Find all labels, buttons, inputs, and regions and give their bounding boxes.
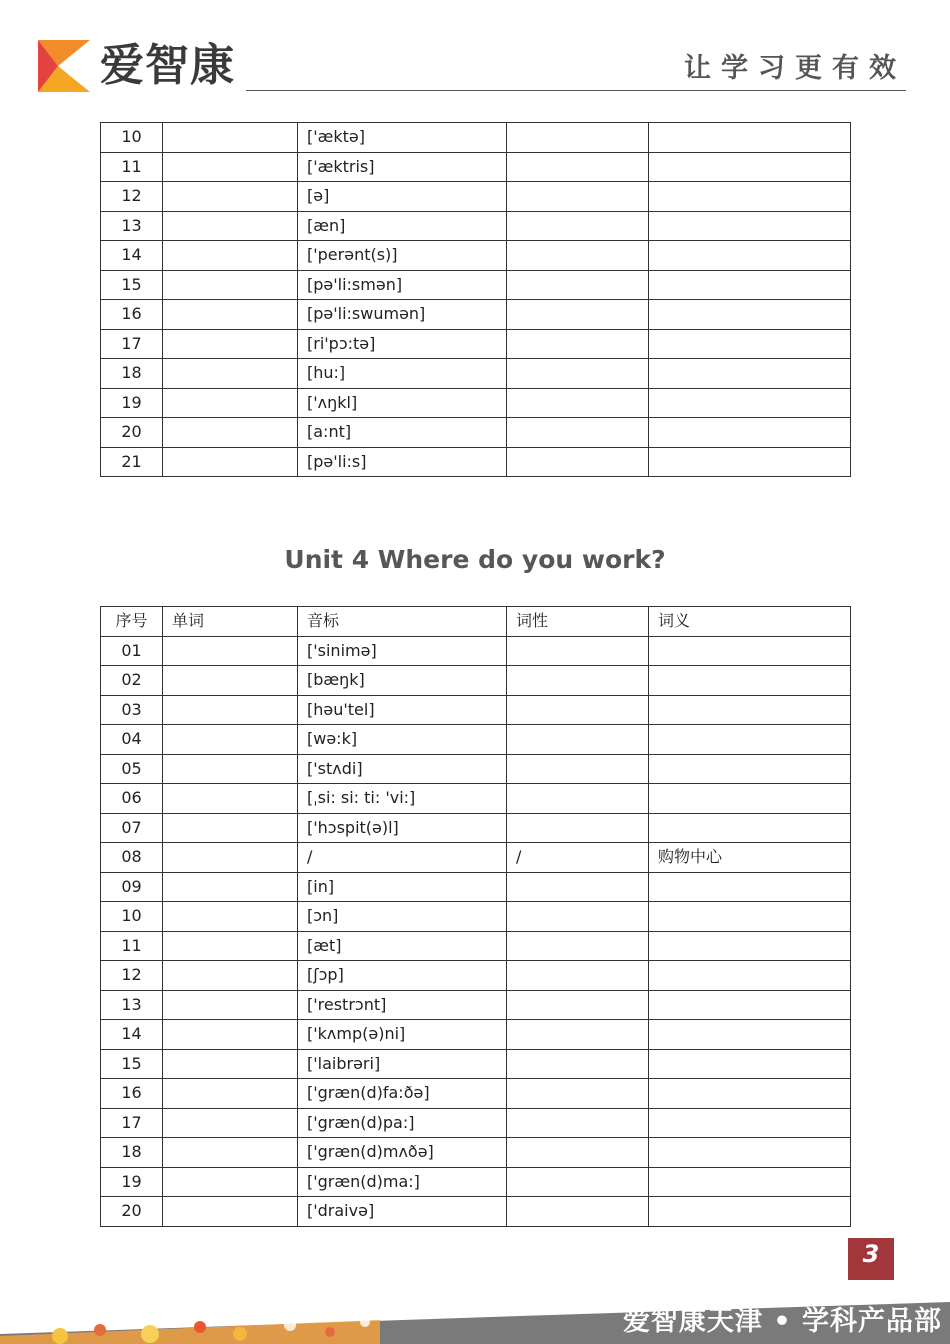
cell-word	[163, 1020, 298, 1050]
cell-meaning	[649, 388, 851, 418]
cell-word	[163, 843, 298, 873]
cell-meaning	[649, 695, 851, 725]
cell-num: 20	[101, 418, 163, 448]
table-row	[101, 1020, 851, 1050]
cell-phonetic: ['æktris]	[298, 152, 507, 182]
cell-num: 02	[101, 666, 163, 696]
cell-word	[163, 1167, 298, 1197]
cell-word	[163, 902, 298, 932]
cell-word	[163, 300, 298, 330]
cell-word	[163, 388, 298, 418]
table-row	[101, 1138, 851, 1168]
cell-pos	[507, 241, 649, 271]
cell-pos	[507, 931, 649, 961]
cell-pos	[507, 182, 649, 212]
cell-meaning	[649, 1197, 851, 1227]
cell-word	[163, 872, 298, 902]
cell-meaning	[649, 931, 851, 961]
table-row	[101, 388, 851, 418]
cell-pos	[507, 329, 649, 359]
cell-num: 08	[101, 843, 163, 873]
table-row	[101, 123, 851, 153]
cell-num: 13	[101, 211, 163, 241]
cell-phonetic: /	[298, 843, 507, 873]
cell-phonetic: ['stʌdi]	[298, 754, 507, 784]
cell-phonetic: [in]	[298, 872, 507, 902]
cell-num: 14	[101, 1020, 163, 1050]
footer-department: 爱智康天津 • 学科产品部	[622, 1306, 942, 1337]
cell-phonetic: [wə:k]	[298, 725, 507, 755]
cell-pos	[507, 1079, 649, 1109]
table-row	[101, 961, 851, 991]
cell-num: 16	[101, 1079, 163, 1109]
cell-pos	[507, 1108, 649, 1138]
cell-pos	[507, 1020, 649, 1050]
cell-meaning	[649, 447, 851, 477]
cell-word	[163, 418, 298, 448]
header-meaning: 词义	[649, 607, 851, 637]
cell-meaning	[649, 152, 851, 182]
cell-meaning	[649, 241, 851, 271]
table-row	[101, 902, 851, 932]
cell-num: 18	[101, 359, 163, 389]
cell-word	[163, 725, 298, 755]
cell-num: 09	[101, 872, 163, 902]
cell-num: 17	[101, 1108, 163, 1138]
cell-meaning	[649, 1079, 851, 1109]
cell-phonetic: [ɔn]	[298, 902, 507, 932]
cell-pos	[507, 447, 649, 477]
table-row	[101, 241, 851, 271]
cell-meaning	[649, 329, 851, 359]
cell-phonetic: ['græn(d)mʌðə]	[298, 1138, 507, 1168]
cell-phonetic: ['perənt(s)]	[298, 241, 507, 271]
cell-pos	[507, 418, 649, 448]
cell-pos	[507, 123, 649, 153]
cell-meaning	[649, 725, 851, 755]
cell-phonetic: ['græn(d)fa:ðə]	[298, 1079, 507, 1109]
table-row	[101, 1108, 851, 1138]
cell-word	[163, 1108, 298, 1138]
cell-word	[163, 961, 298, 991]
cell-pos	[507, 990, 649, 1020]
cell-word	[163, 931, 298, 961]
table-row	[101, 329, 851, 359]
table-row	[101, 1079, 851, 1109]
table-row	[101, 843, 851, 873]
cell-phonetic: ['græn(d)ma:]	[298, 1167, 507, 1197]
cell-phonetic: [hu:]	[298, 359, 507, 389]
header-num: 序号	[101, 607, 163, 637]
table-row	[101, 931, 851, 961]
cell-meaning: 购物中心	[649, 843, 851, 873]
cell-pos	[507, 300, 649, 330]
cell-meaning	[649, 123, 851, 153]
cell-phonetic: [pə'li:s]	[298, 447, 507, 477]
cell-pos	[507, 359, 649, 389]
cell-word	[163, 666, 298, 696]
cell-word	[163, 329, 298, 359]
cell-phonetic: ['hɔspit(ə)l]	[298, 813, 507, 843]
table-row	[101, 725, 851, 755]
cell-phonetic: ['græn(d)pa:]	[298, 1108, 507, 1138]
brand-name: 爱智康	[100, 40, 235, 91]
table-row	[101, 211, 851, 241]
table-row	[101, 152, 851, 182]
cell-pos	[507, 725, 649, 755]
table-row	[101, 447, 851, 477]
cell-num: 19	[101, 388, 163, 418]
cell-pos	[507, 1049, 649, 1079]
cell-phonetic: [a:nt]	[298, 418, 507, 448]
cell-phonetic: [æn]	[298, 211, 507, 241]
cell-phonetic: [həu'tel]	[298, 695, 507, 725]
cell-phonetic: ['kʌmp(ə)ni]	[298, 1020, 507, 1050]
cell-pos: /	[507, 843, 649, 873]
table-row	[101, 418, 851, 448]
cell-num: 12	[101, 182, 163, 212]
cell-num: 12	[101, 961, 163, 991]
cell-meaning	[649, 636, 851, 666]
cell-pos	[507, 695, 649, 725]
cell-pos	[507, 902, 649, 932]
table-row	[101, 1167, 851, 1197]
cell-word	[163, 990, 298, 1020]
table-row	[101, 754, 851, 784]
cell-meaning	[649, 211, 851, 241]
table-row	[101, 813, 851, 843]
table-header-row	[101, 607, 851, 637]
cell-meaning	[649, 182, 851, 212]
cell-meaning	[649, 1020, 851, 1050]
cell-num: 19	[101, 1167, 163, 1197]
cell-pos	[507, 666, 649, 696]
cell-num: 10	[101, 902, 163, 932]
cell-word	[163, 211, 298, 241]
cell-word	[163, 813, 298, 843]
cell-phonetic: [ʃɔp]	[298, 961, 507, 991]
cell-pos	[507, 152, 649, 182]
cell-word	[163, 123, 298, 153]
header-pos: 词性	[507, 607, 649, 637]
cell-num: 16	[101, 300, 163, 330]
cell-meaning	[649, 1138, 851, 1168]
header-divider	[246, 90, 906, 91]
cell-num: 01	[101, 636, 163, 666]
cell-phonetic: ['draivə]	[298, 1197, 507, 1227]
vocab-table-unit3	[100, 122, 851, 477]
cell-word	[163, 1049, 298, 1079]
cell-word	[163, 182, 298, 212]
cell-num: 20	[101, 1197, 163, 1227]
table-row	[101, 359, 851, 389]
cell-pos	[507, 813, 649, 843]
cell-num: 04	[101, 725, 163, 755]
cell-word	[163, 152, 298, 182]
cell-num: 06	[101, 784, 163, 814]
cell-pos	[507, 961, 649, 991]
cell-pos	[507, 270, 649, 300]
table-row	[101, 1049, 851, 1079]
cell-num: 14	[101, 241, 163, 271]
cell-word	[163, 636, 298, 666]
table-row	[101, 872, 851, 902]
header-word: 单词	[163, 607, 298, 637]
cell-pos	[507, 211, 649, 241]
cell-word	[163, 359, 298, 389]
cell-phonetic: [ˌsi: si: ti: 'vi:]	[298, 784, 507, 814]
cell-num: 18	[101, 1138, 163, 1168]
cell-meaning	[649, 813, 851, 843]
cell-num: 15	[101, 270, 163, 300]
cell-meaning	[649, 1167, 851, 1197]
cell-phonetic: [æt]	[298, 931, 507, 961]
cell-num: 21	[101, 447, 163, 477]
cell-phonetic: ['restrɔnt]	[298, 990, 507, 1020]
cell-phonetic: [pə'li:smən]	[298, 270, 507, 300]
cell-pos	[507, 872, 649, 902]
cell-phonetic: ['ʌŋkl]	[298, 388, 507, 418]
cell-num: 07	[101, 813, 163, 843]
header-phonetic: 音标	[298, 607, 507, 637]
cell-word	[163, 270, 298, 300]
table-row	[101, 300, 851, 330]
cell-meaning	[649, 1049, 851, 1079]
cell-meaning	[649, 961, 851, 991]
cell-num: 11	[101, 931, 163, 961]
cell-num: 10	[101, 123, 163, 153]
cell-meaning	[649, 872, 851, 902]
table-row	[101, 666, 851, 696]
cell-num: 05	[101, 754, 163, 784]
cell-meaning	[649, 359, 851, 389]
table-row	[101, 270, 851, 300]
table-row	[101, 182, 851, 212]
cell-pos	[507, 754, 649, 784]
cell-phonetic: [pə'li:swumən]	[298, 300, 507, 330]
cell-phonetic: [ə]	[298, 182, 507, 212]
table-row	[101, 636, 851, 666]
cell-pos	[507, 388, 649, 418]
cell-word	[163, 695, 298, 725]
cell-meaning	[649, 1108, 851, 1138]
cell-word	[163, 784, 298, 814]
cell-word	[163, 1079, 298, 1109]
cell-meaning	[649, 902, 851, 932]
cell-pos	[507, 1197, 649, 1227]
cell-word	[163, 754, 298, 784]
page-number: 3	[848, 1238, 894, 1280]
cell-word	[163, 447, 298, 477]
cell-meaning	[649, 784, 851, 814]
cell-pos	[507, 636, 649, 666]
cell-pos	[507, 784, 649, 814]
cell-num: 17	[101, 329, 163, 359]
cell-pos	[507, 1138, 649, 1168]
table-row	[101, 990, 851, 1020]
cell-meaning	[649, 754, 851, 784]
vocab-table-unit4	[100, 606, 851, 1227]
cell-meaning	[649, 418, 851, 448]
cell-pos	[507, 1167, 649, 1197]
cell-phonetic: ['laibrəri]	[298, 1049, 507, 1079]
cell-num: 03	[101, 695, 163, 725]
cell-meaning	[649, 270, 851, 300]
cell-phonetic: ['æktə]	[298, 123, 507, 153]
brand-logo-icon	[38, 40, 90, 92]
slogan: 让学习更有效	[684, 53, 906, 84]
cell-num: 13	[101, 990, 163, 1020]
cell-phonetic: ['sinimə]	[298, 636, 507, 666]
unit-title: Unit 4 Where do you work?	[284, 545, 666, 574]
cell-meaning	[649, 300, 851, 330]
table-row	[101, 1197, 851, 1227]
cell-num: 15	[101, 1049, 163, 1079]
cell-word	[163, 1197, 298, 1227]
table-row	[101, 695, 851, 725]
cell-num: 11	[101, 152, 163, 182]
table-row	[101, 784, 851, 814]
cell-phonetic: [bæŋk]	[298, 666, 507, 696]
cell-word	[163, 1138, 298, 1168]
cell-meaning	[649, 666, 851, 696]
cell-phonetic: [ri'pɔ:tə]	[298, 329, 507, 359]
cell-meaning	[649, 990, 851, 1020]
cell-word	[163, 241, 298, 271]
